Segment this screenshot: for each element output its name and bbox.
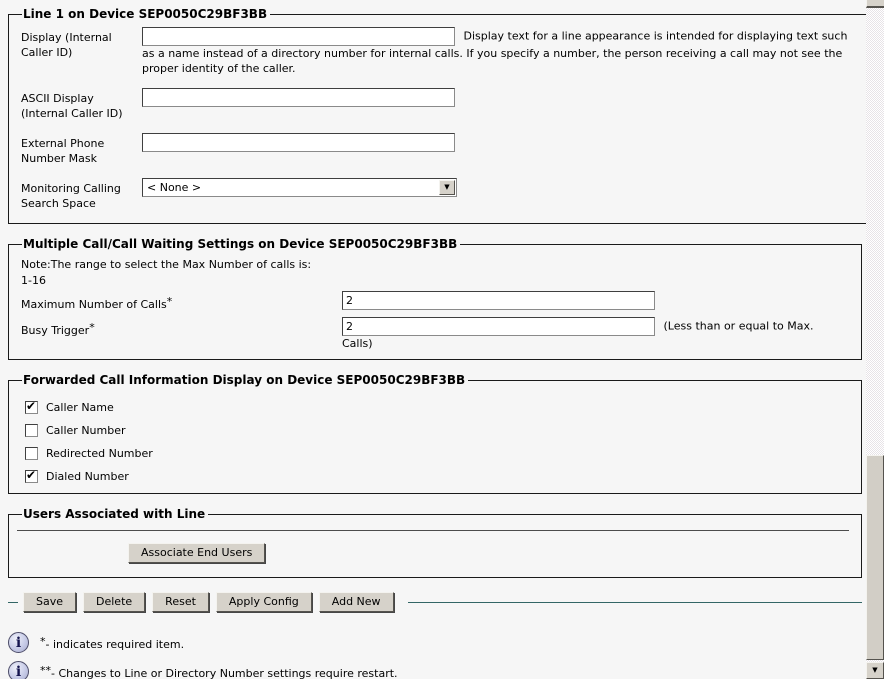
chevron-down-icon: ▼ xyxy=(872,666,878,674)
caller-name-option[interactable] xyxy=(25,401,853,414)
display-label: Display (Internal Caller ID) xyxy=(21,31,112,59)
max-calls-input[interactable] xyxy=(342,291,655,310)
busy-trigger-row xyxy=(21,317,853,351)
required-item-note-text: *- indicates required item. xyxy=(40,634,185,651)
toolbar xyxy=(8,592,862,612)
ascii-display-input[interactable] xyxy=(142,88,455,107)
restart-note xyxy=(8,661,862,679)
info-icon: i xyxy=(8,661,29,679)
required-marker: * xyxy=(166,295,173,308)
users-section-divider xyxy=(17,530,849,531)
forwarded-section-legend: Forwarded Call Information Display on Device SEP0050C29BF3BB xyxy=(23,373,466,387)
caller-number-label: Caller Number xyxy=(46,424,126,437)
save-button[interactable]: Save xyxy=(23,592,76,612)
users-section xyxy=(8,507,862,578)
apply-config-button[interactable]: Apply Config xyxy=(216,592,312,612)
busy-trigger-label: Busy Trigger* xyxy=(21,321,95,337)
dialed-number-checkbox[interactable] xyxy=(25,470,38,483)
restart-note-text: **- Changes to Line or Directory Number settings require restart. xyxy=(40,663,398,679)
redirected-number-label: Redirected Number xyxy=(46,447,153,460)
max-calls-note-line2: 1-16 xyxy=(21,274,46,287)
ascii-display-row xyxy=(21,88,858,121)
add-new-button[interactable]: Add New xyxy=(319,592,394,612)
caller-name-checkbox[interactable] xyxy=(25,401,38,414)
scrollbar-thumb[interactable] xyxy=(866,455,884,660)
scroll-up-button[interactable] xyxy=(866,0,884,8)
line-configuration-form xyxy=(8,7,862,679)
max-calls-row xyxy=(21,291,853,311)
multi-call-section xyxy=(8,237,862,360)
monitoring-css-label: Monitoring Calling Search Space xyxy=(21,182,121,210)
display-field-area xyxy=(142,27,858,76)
line-section xyxy=(8,7,867,224)
max-calls-note-line1: Note:The range to select the Max Number of calls is: xyxy=(21,258,312,271)
monitoring-css-selected-value: < None > xyxy=(147,181,202,194)
display-row xyxy=(21,27,858,76)
associate-end-users-button[interactable]: Associate End Users xyxy=(128,543,265,563)
redirected-number-checkbox[interactable] xyxy=(25,447,38,460)
max-calls-label: Maximum Number of Calls* xyxy=(21,295,173,311)
monitoring-css-select[interactable] xyxy=(142,178,457,197)
external-mask-row xyxy=(21,133,858,166)
ascii-display-label: ASCII Display (Internal Caller ID) xyxy=(21,92,123,120)
vertical-scrollbar[interactable] xyxy=(866,0,884,679)
busy-trigger-field-area xyxy=(342,317,832,351)
delete-button[interactable]: Delete xyxy=(83,592,145,612)
toolbar-rule-right xyxy=(408,602,862,603)
display-help-text: Display text for a line appearance is intended for displaying text such as a name instead of a directory number for internal calls. If you specify a number, the person receiving a call may not see the proper identity of the caller. xyxy=(142,29,848,75)
monitoring-css-row xyxy=(21,178,858,211)
busy-trigger-suffix-text: (Less than or equal to Max. Calls) xyxy=(342,319,814,350)
dialed-number-label: Dialed Number xyxy=(46,470,129,483)
dialed-number-option[interactable] xyxy=(25,470,853,483)
line-section-legend: Line 1 on Device SEP0050C29BF3BB xyxy=(23,7,268,21)
checkmark-icon: ✔ xyxy=(26,399,37,413)
busy-trigger-input[interactable] xyxy=(342,317,655,336)
caller-number-option[interactable] xyxy=(25,424,853,437)
external-mask-label: External Phone Number Mask xyxy=(21,137,105,165)
dropdown-button[interactable] xyxy=(439,180,455,195)
info-icon: i xyxy=(8,632,29,653)
caller-name-label: Caller Name xyxy=(46,401,114,414)
reset-button[interactable]: Reset xyxy=(152,592,209,612)
scroll-down-button[interactable] xyxy=(866,662,884,679)
redirected-number-option[interactable] xyxy=(25,447,853,460)
multi-call-section-legend: Multiple Call/Call Waiting Settings on Device SEP0050C29BF3BB xyxy=(23,237,458,251)
caller-number-checkbox[interactable] xyxy=(25,424,38,437)
checkmark-icon: ✔ xyxy=(26,468,37,482)
users-section-legend: Users Associated with Line xyxy=(23,507,206,521)
forwarded-section xyxy=(8,373,862,494)
required-item-note xyxy=(8,632,862,653)
display-input[interactable] xyxy=(142,27,455,46)
chevron-down-icon: ▼ xyxy=(444,183,450,191)
toolbar-rule-left xyxy=(8,602,18,603)
required-marker: * xyxy=(89,321,95,334)
external-mask-input[interactable] xyxy=(142,133,455,152)
